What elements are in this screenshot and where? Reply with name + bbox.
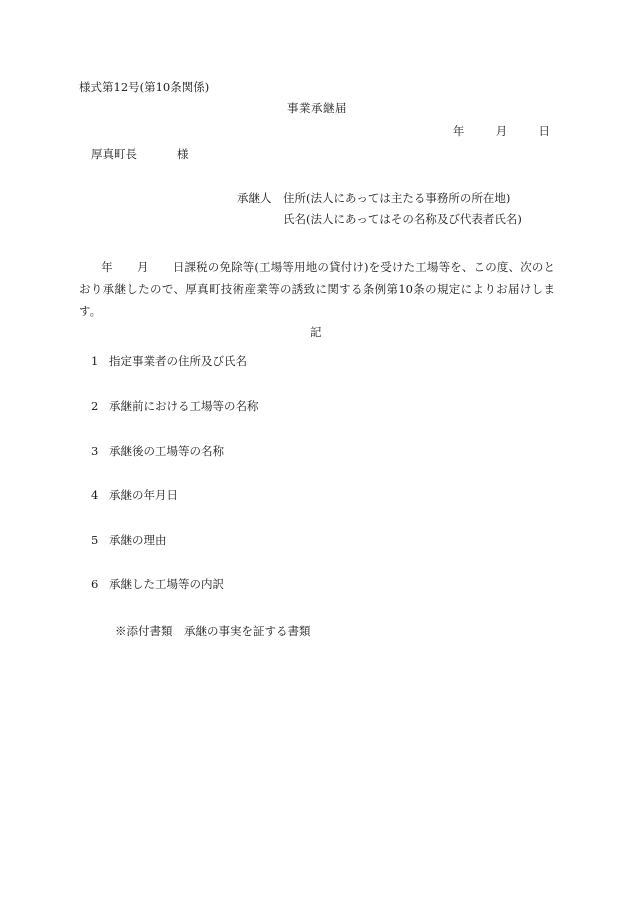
item-number: 5 [91, 533, 99, 547]
item-number: 1 [91, 354, 99, 368]
successor-label: 承継人 [237, 191, 272, 205]
item-text: 承継前における工場等の名称 [109, 399, 259, 413]
recipient-name: 厚真町長 [91, 147, 137, 161]
recipient-honorific: 様 [177, 147, 189, 161]
list-item [91, 399, 259, 413]
item-number: 6 [91, 577, 99, 591]
date-day: 日 [538, 124, 550, 138]
body-lead-year: 年 [101, 260, 113, 274]
list-item [91, 354, 247, 368]
list-item [91, 577, 224, 591]
address-label: 住所(法人にあっては主たる事務所の所在地) [283, 191, 511, 205]
form-number: 様式第12号(第10条関係) [79, 80, 210, 94]
item-number: 4 [91, 488, 99, 502]
body-text: 日課税の免除等(工場等用地の貸付け)を受けた工場等を、この度、次のとおり承継したので、厚真町技術産業等の誘致に関する条例第10条の規定によりお届けします。 [79, 260, 556, 318]
list-item [91, 533, 167, 547]
document-title: 事業承継届 [287, 101, 347, 115]
attachments-note: ※添付書類 承継の事実を証する書類 [115, 624, 311, 638]
date-line [453, 124, 550, 138]
item-text: 承継した工場等の内訳 [109, 577, 224, 591]
item-number: 2 [91, 399, 99, 413]
list-item [91, 488, 178, 502]
date-month: 月 [495, 124, 508, 138]
date-year: 年 [452, 124, 465, 138]
name-label: 氏名(法人にあってはその名称及び代表者氏名) [283, 212, 522, 226]
list-item [91, 444, 224, 458]
item-text: 承継の年月日 [109, 488, 178, 502]
item-text: 承継の理由 [109, 533, 167, 547]
item-number: 3 [91, 444, 99, 458]
item-text: 承継後の工場等の名称 [109, 444, 224, 458]
recipient [91, 147, 189, 161]
body-lead-month: 月 [136, 260, 149, 274]
item-text: 指定事業者の住所及び氏名 [109, 354, 247, 368]
body-paragraph [79, 256, 555, 322]
ki-mark: 記 [310, 325, 322, 339]
